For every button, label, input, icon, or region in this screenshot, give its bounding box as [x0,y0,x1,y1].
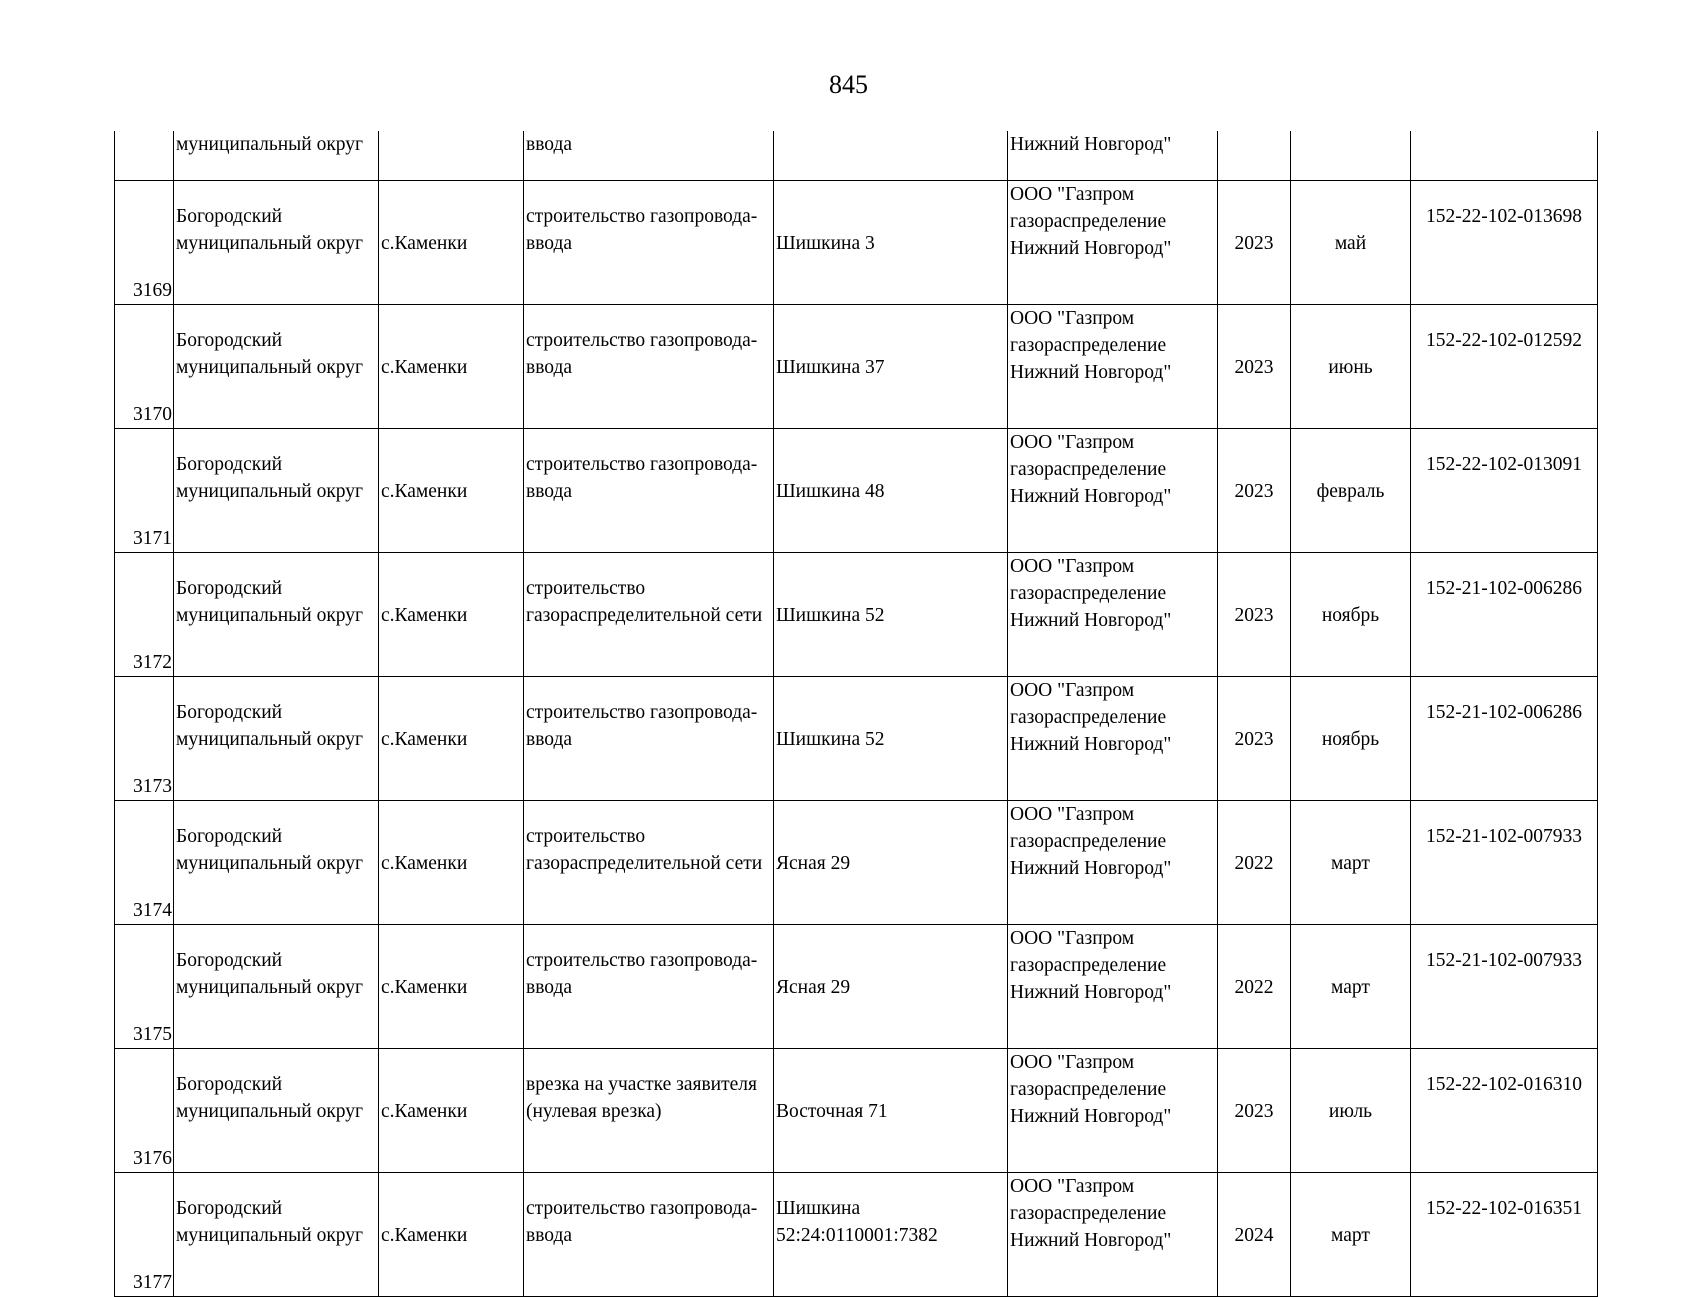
register-table [114,131,1598,1297]
cell-month: март [1291,801,1411,925]
cell-address: Шишкина 3 [774,181,1008,305]
cell-work: строительство газопровода- ввода [524,1173,774,1297]
cell-work: строительство газопровода- ввода [524,429,774,553]
cell-month: ноябрь [1291,553,1411,677]
cell-month: июнь [1291,305,1411,429]
cell-address [774,131,1008,181]
cell-month: июль [1291,1049,1411,1173]
cell-work: строительство газопровода- ввода [524,181,774,305]
cell-work: ввода [524,131,774,181]
cell-work: строительство газораспределительной сети [524,553,774,677]
table-row [115,553,1598,677]
cell-org: ООО "Газпром газораспределение Нижний Новгород" [1008,1049,1218,1173]
cell-num: 3171 [115,429,174,553]
cell-year: 2023 [1218,429,1291,553]
cell-settlement: с.Каменки [379,429,524,553]
cell-district: Богородский муниципальный округ [174,677,379,801]
cell-year: 2023 [1218,553,1291,677]
cell-work: строительство газораспределительной сети [524,801,774,925]
cell-code: 152-21-102-006286 [1411,553,1598,677]
cell-org: ООО "Газпром газораспределение Нижний Новгород" [1008,801,1218,925]
cell-address: Шишкина 37 [774,305,1008,429]
cell-district: муниципальный округ [174,131,379,181]
cell-address: Ясная 29 [774,925,1008,1049]
cell-code: 152-21-102-007933 [1411,801,1598,925]
cell-district: Богородский муниципальный округ [174,553,379,677]
cell-address: Ясная 29 [774,801,1008,925]
cell-address: Шишкина 48 [774,429,1008,553]
cell-num: 3172 [115,553,174,677]
cell-month: март [1291,925,1411,1049]
cell-district: Богородский муниципальный округ [174,801,379,925]
cell-num [115,131,174,181]
cell-settlement: с.Каменки [379,181,524,305]
cell-district: Богородский муниципальный округ [174,305,379,429]
cell-settlement: с.Каменки [379,801,524,925]
table-row [115,181,1598,305]
table-row [115,1049,1598,1173]
cell-settlement: с.Каменки [379,677,524,801]
table-row [115,801,1598,925]
cell-settlement: с.Каменки [379,1173,524,1297]
cell-settlement: с.Каменки [379,925,524,1049]
cell-work: строительство газопровода- ввода [524,305,774,429]
cell-year: 2024 [1218,1173,1291,1297]
cell-num: 3174 [115,801,174,925]
cell-org: ООО "Газпром газораспределение Нижний Новгород" [1008,553,1218,677]
cell-district: Богородский муниципальный округ [174,429,379,553]
cell-code: 152-21-102-006286 [1411,677,1598,801]
cell-settlement: с.Каменки [379,1049,524,1173]
table-row [115,1173,1598,1297]
cell-org: ООО "Газпром газораспределение Нижний Новгород" [1008,925,1218,1049]
cell-org: Нижний Новгород" [1008,131,1218,181]
continuation-row [115,131,1598,181]
cell-district: Богородский муниципальный округ [174,1049,379,1173]
cell-district: Богородский муниципальный округ [174,181,379,305]
table-row [115,677,1598,801]
cell-num: 3176 [115,1049,174,1173]
cell-district: Богородский муниципальный округ [174,1173,379,1297]
cell-code: 152-22-102-012592 [1411,305,1598,429]
cell-code: 152-22-102-013091 [1411,429,1598,553]
cell-settlement [379,131,524,181]
cell-month: ноябрь [1291,677,1411,801]
cell-month: май [1291,181,1411,305]
page-number: 845 [829,70,868,99]
cell-code: 152-22-102-016351 [1411,1173,1598,1297]
cell-num: 3170 [115,305,174,429]
cell-year: 2022 [1218,925,1291,1049]
table-row [115,305,1598,429]
cell-code [1411,131,1598,181]
cell-code: 152-22-102-013698 [1411,181,1598,305]
cell-address: Шишкина 52 [774,553,1008,677]
cell-num: 3173 [115,677,174,801]
cell-year: 2023 [1218,1049,1291,1173]
table-row [115,429,1598,553]
cell-org: ООО "Газпром газораспределение Нижний Новгород" [1008,181,1218,305]
cell-work: строительство газопровода- ввода [524,925,774,1049]
cell-org: ООО "Газпром газораспределение Нижний Новгород" [1008,677,1218,801]
cell-month [1291,131,1411,181]
cell-org: ООО "Газпром газораспределение Нижний Новгород" [1008,429,1218,553]
cell-district: Богородский муниципальный округ [174,925,379,1049]
cell-settlement: с.Каменки [379,553,524,677]
cell-year: 2022 [1218,801,1291,925]
cell-address: Шишкина 52 [774,677,1008,801]
cell-num: 3169 [115,181,174,305]
cell-month: февраль [1291,429,1411,553]
cell-num: 3175 [115,925,174,1049]
cell-address: Шишкина 52:24:0110001:7382 [774,1173,1008,1297]
cell-address: Восточная 71 [774,1049,1008,1173]
cell-work: строительство газопровода- ввода [524,677,774,801]
cell-year [1218,131,1291,181]
cell-org: ООО "Газпром газораспределение Нижний Новгород" [1008,1173,1218,1297]
cell-settlement: с.Каменки [379,305,524,429]
cell-num: 3177 [115,1173,174,1297]
cell-org: ООО "Газпром газораспределение Нижний Новгород" [1008,305,1218,429]
cell-year: 2023 [1218,677,1291,801]
cell-code: 152-22-102-016310 [1411,1049,1598,1173]
cell-year: 2023 [1218,181,1291,305]
table-row [115,925,1598,1049]
cell-month: март [1291,1173,1411,1297]
cell-work: врезка на участке заявителя (нулевая врезка) [524,1049,774,1173]
cell-code: 152-21-102-007933 [1411,925,1598,1049]
cell-year: 2023 [1218,305,1291,429]
